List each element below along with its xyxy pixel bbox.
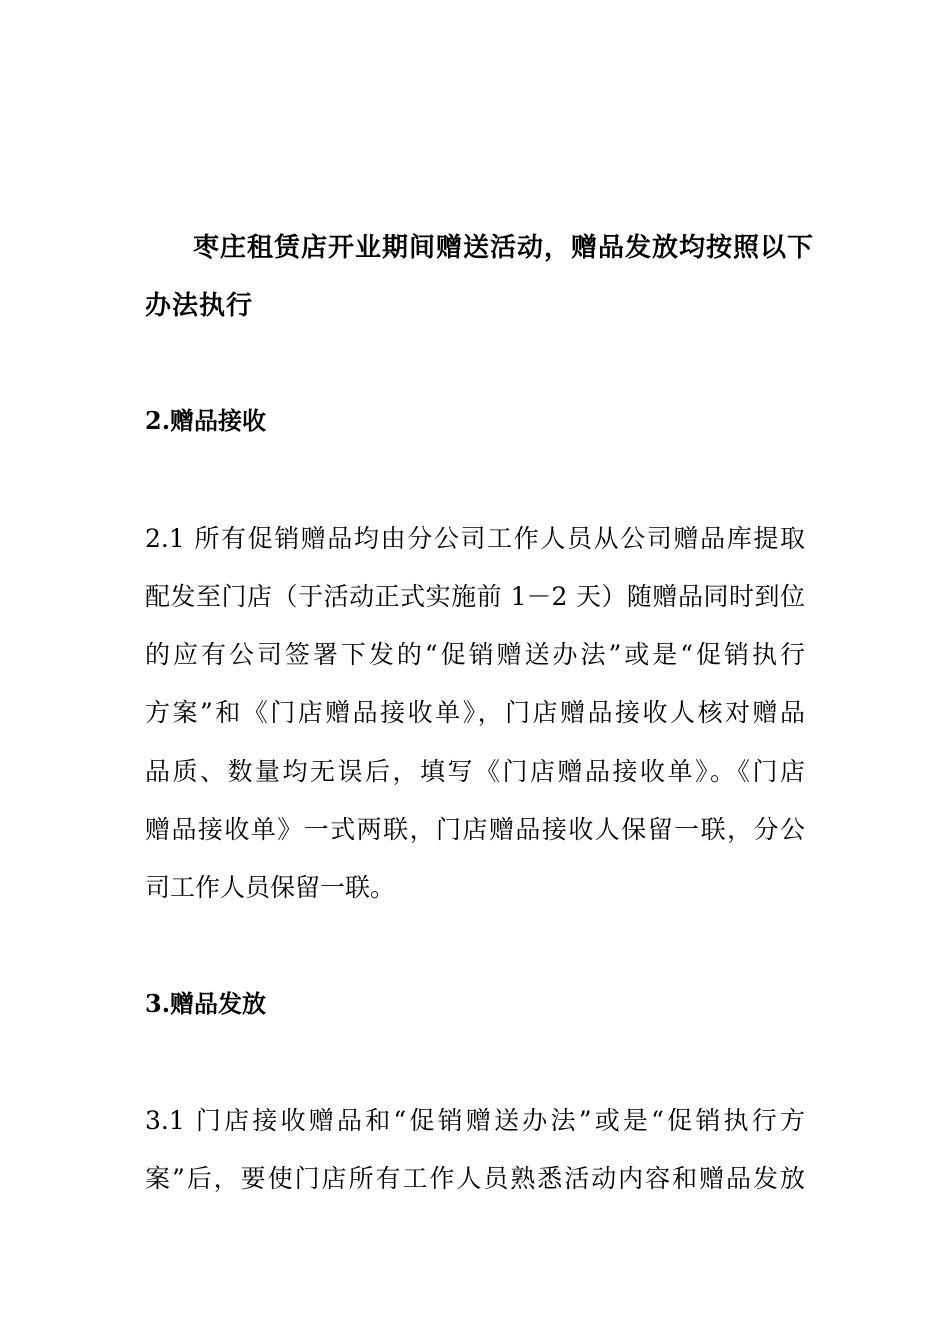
section-heading-2: 2.赠品接收 bbox=[145, 406, 267, 435]
paragraph-line: 司工作人员保留一联。 bbox=[145, 873, 396, 902]
paragraph-line: 3.1 门店接收赠品和“促销赠送办法”或是“促销执行方 bbox=[145, 1106, 805, 1135]
paragraph-line: 的应有公司签署下发的“促销赠送办法”或是“促销执行 bbox=[145, 640, 805, 669]
paragraph-line: 2.1 所有促销赠品均由分公司工作人员从公司赠品库提取 bbox=[145, 524, 805, 553]
section-heading-3: 3.赠品发放 bbox=[145, 989, 267, 1018]
document-title-line-2: 办法执行 bbox=[145, 291, 254, 321]
paragraph-line: 品质、数量均无误后，填写《门店赠品接收单》。《门店 bbox=[145, 757, 805, 786]
paragraph-line: 方案”和《门店赠品接收单》，门店赠品接收人核对赠品 bbox=[145, 698, 805, 727]
document-title-line-1: 枣庄租赁店开业期间赠送活动，赠品发放均按照以下 bbox=[193, 233, 815, 263]
paragraph-line: 案”后，要使门店所有工作人员熟悉活动内容和赠品发放 bbox=[145, 1164, 805, 1193]
paragraph-line: 赠品接收单》一式两联，门店赠品接收人保留一联，分公 bbox=[145, 815, 805, 844]
paragraph-line: 配发至门店（于活动正式实施前 1－2 天）随赠品同时到位 bbox=[145, 582, 805, 611]
